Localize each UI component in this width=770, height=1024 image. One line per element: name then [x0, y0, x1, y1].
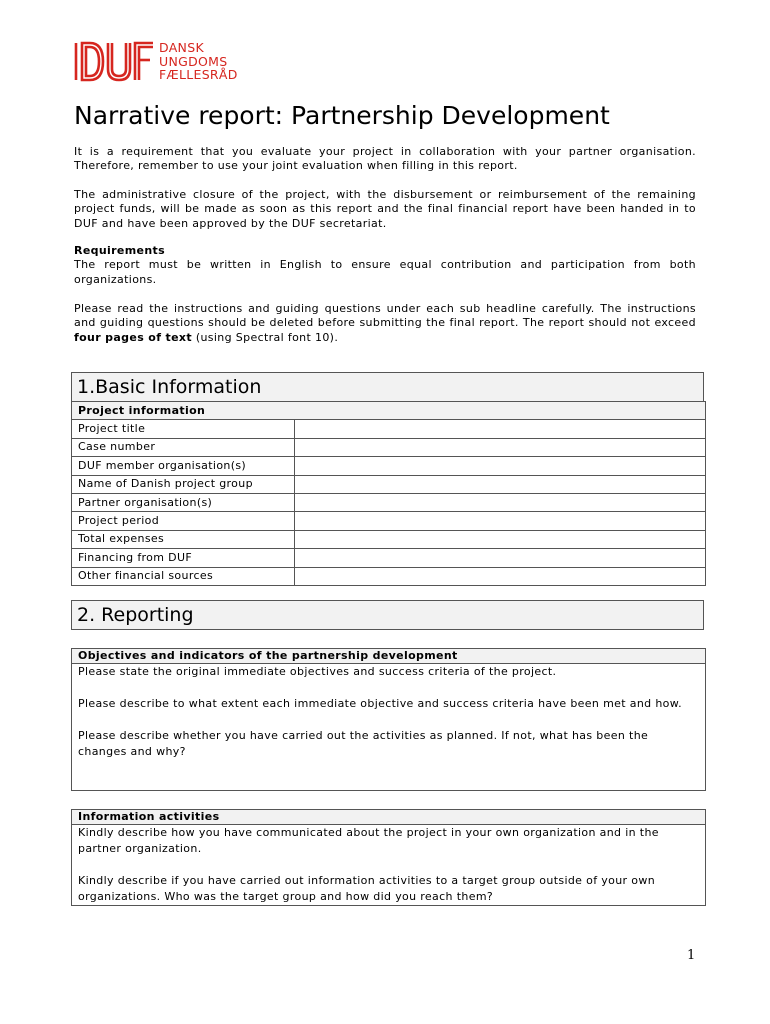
row-label: DUF member organisation(s): [72, 457, 295, 475]
intro-paragraph-1: It is a requirement that you evaluate your project in collaboration with your partner organisation. Therefore, remember to use your joint evaluation when filling in this report.: [74, 145, 696, 173]
row-label: Project period: [72, 512, 295, 530]
font-note-text: (using Spectral font 10).: [191, 330, 339, 344]
objectives-box[interactable]: [71, 648, 706, 791]
project-information-header: Project information: [72, 402, 706, 420]
requirements-block: [74, 244, 696, 287]
case-number-field[interactable]: [295, 438, 706, 456]
danish-project-group-field[interactable]: [295, 475, 706, 493]
financing-from-duf-field[interactable]: [295, 549, 706, 567]
member-organisation-field[interactable]: [295, 457, 706, 475]
instructions-text: Please read the instructions and guiding questions under each sub headline carefully. The instructions and guiding questions should be deleted before submitting the final report. The report should not exceed: [74, 302, 696, 330]
requirements-heading: Requirements: [74, 244, 166, 257]
row-label: Project title: [72, 420, 295, 438]
total-expenses-field[interactable]: [295, 530, 706, 548]
row-label: Financing from DUF: [72, 549, 295, 567]
project-information-table: [71, 401, 706, 586]
intro-paragraph-4: [74, 302, 696, 345]
project-period-field[interactable]: [295, 512, 706, 530]
information-question-2: Kindly describe if you have carried out information activities to a target group outside of your own organizations. Who was the target group and how did you reach them?: [78, 874, 656, 903]
project-title-field[interactable]: [295, 420, 706, 438]
objectives-question-1: Please state the original immediate objectives and success criteria of the project.: [78, 665, 557, 678]
table-row: [72, 530, 706, 548]
logo-wordmark: [159, 41, 238, 82]
table-row: [72, 457, 706, 475]
row-label: Name of Danish project group: [72, 475, 295, 493]
information-activities-header: Information activities: [72, 810, 705, 825]
logo-line-1: DANSK: [159, 40, 204, 55]
duf-logo: [73, 41, 253, 83]
duf-logo-mark: [73, 41, 155, 83]
table-header-row: [72, 402, 706, 420]
table-row: [72, 438, 706, 456]
table-row: [72, 549, 706, 567]
logo-line-2: UNGDOMS: [159, 53, 228, 69]
table-row: [72, 475, 706, 493]
objectives-header: Objectives and indicators of the partnership development: [72, 649, 705, 664]
page-number: 1: [687, 948, 696, 963]
page-title: Narrative report: Partnership Development: [74, 101, 610, 130]
section-1-heading: 1.Basic Information: [71, 372, 704, 402]
intro-paragraph-2: The administrative closure of the project, with the disbursement or reimbursement of the remaining project funds, will be made as soon as this report and the final financial report have been handed in to DUF and have been approved by the DUF secretariat.: [74, 188, 696, 230]
page-limit-text: four pages of text: [74, 330, 192, 344]
row-label: Partner organisation(s): [72, 493, 295, 511]
information-question-1: Kindly describe how you have communicated about the project in your own organization and in the partner organization.: [78, 826, 659, 855]
logo-line-3: FÆLLESRÅD: [159, 67, 238, 82]
objectives-question-2: Please describe to what extent each immediate objective and success criteria have been met and how.: [78, 697, 682, 710]
partner-organisation-field[interactable]: [295, 493, 706, 511]
objectives-question-3: Please describe whether you have carried out the activities as planned. If not, what has been the changes and why?: [78, 729, 649, 758]
table-row: [72, 512, 706, 530]
section-2-heading: 2. Reporting: [71, 600, 704, 630]
row-label: Case number: [72, 438, 295, 456]
table-row: [72, 420, 706, 438]
table-row: [72, 567, 706, 585]
row-label: Total expenses: [72, 530, 295, 548]
row-label: Other financial sources: [72, 567, 295, 585]
table-row: [72, 493, 706, 511]
other-financial-sources-field[interactable]: [295, 567, 706, 585]
requirements-text: The report must be written in English to ensure equal contribution and participation from both organizations.: [74, 258, 696, 286]
information-activities-box[interactable]: [71, 809, 706, 906]
